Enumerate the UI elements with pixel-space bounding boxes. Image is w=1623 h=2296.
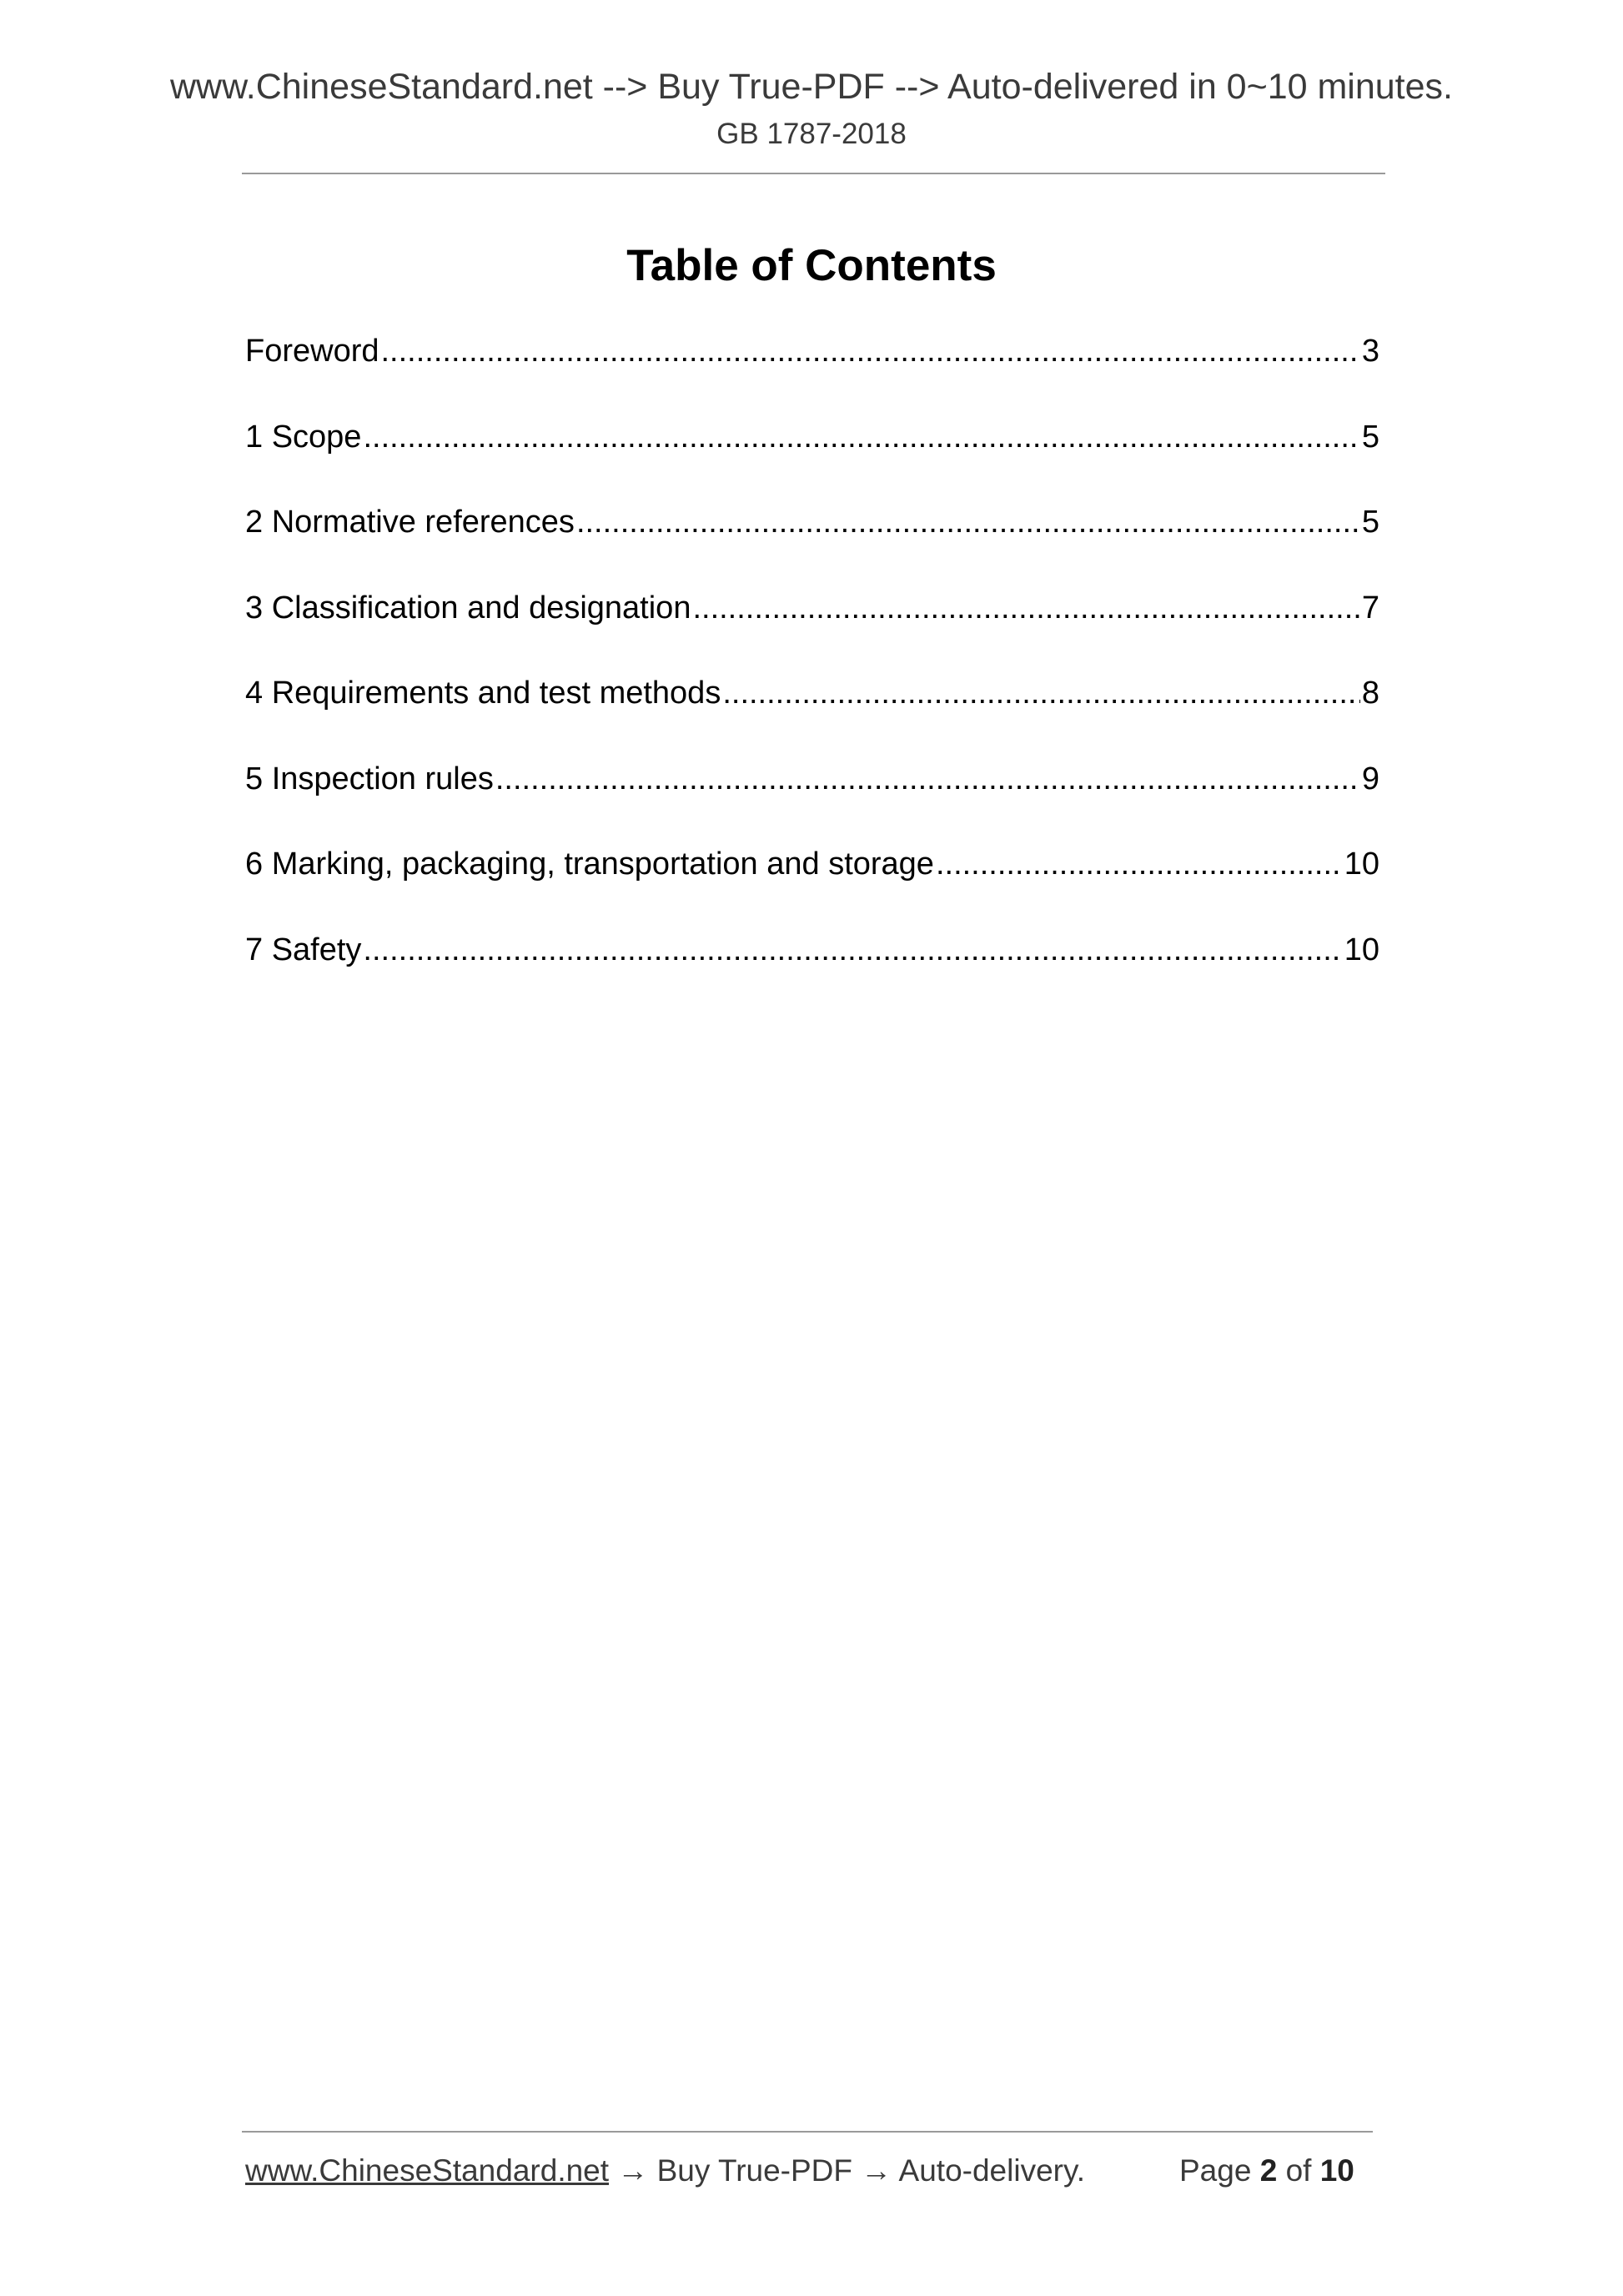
page-word: Page [1179, 2153, 1252, 2188]
page-title: Table of Contents [626, 241, 997, 290]
footer-divider [242, 2131, 1373, 2133]
toc-dot-leader [495, 757, 1360, 801]
toc-dot-leader [692, 586, 1359, 630]
toc-dot-leader [363, 415, 1359, 459]
toc-entry-page: 10 [1344, 847, 1379, 882]
toc-entry-inspection-rules[interactable] [245, 757, 1379, 843]
toc-entry-marking[interactable] [245, 842, 1379, 928]
toc-entry-normative-references[interactable] [245, 500, 1379, 586]
toc-entry-page: 8 [1361, 676, 1379, 711]
toc-entry-label: 6 Marking, packaging, transportation and storage [245, 847, 934, 882]
toc-entry-classification[interactable] [245, 586, 1379, 672]
toc-entry-label: 3 Classification and designation [245, 590, 691, 625]
toc-entry-page: 9 [1361, 761, 1379, 796]
arrow-right-icon: → [609, 2153, 657, 2188]
toc-entry-scope[interactable] [245, 415, 1379, 501]
toc-entry-label: 4 Requirements and test methods [245, 676, 721, 711]
header-banner-text: www.ChineseStandard.net --> Buy True-PDF --> Auto-delivered in 0~10 minutes. [169, 67, 1453, 107]
toc-list [245, 329, 1379, 1013]
toc-entry-page: 5 [1361, 505, 1379, 540]
toc-entry-label: 2 Normative references [245, 505, 575, 540]
footer-buy-text: Buy True-PDF [656, 2153, 853, 2188]
footer-delivery-text: Auto-delivery. [898, 2153, 1086, 2188]
page-total: 10 [1319, 2153, 1354, 2188]
toc-entry-label: 5 Inspection rules [245, 761, 494, 796]
footer-site-link[interactable]: www.ChineseStandard.net [245, 2153, 610, 2188]
toc-entry-safety[interactable] [245, 928, 1379, 1014]
toc-dot-leader [722, 671, 1360, 715]
toc-entry-requirements[interactable] [245, 671, 1379, 757]
toc-entry-foreword[interactable] [245, 329, 1379, 415]
toc-dot-leader [381, 329, 1360, 373]
of-word: of [1285, 2153, 1312, 2188]
toc-entry-label: 7 Safety [245, 932, 362, 967]
toc-entry-page: 10 [1344, 932, 1379, 967]
toc-entry-label: 1 Scope [245, 419, 362, 455]
toc-entry-page: 7 [1361, 590, 1379, 625]
toc-entry-page: 3 [1361, 334, 1379, 369]
toc-entry-page: 5 [1361, 419, 1379, 455]
header-divider [242, 173, 1385, 174]
toc-entry-label: Foreword [245, 334, 379, 369]
page-current: 2 [1259, 2153, 1278, 2188]
page-number [1179, 2150, 1354, 2192]
arrow-right-icon: → [852, 2153, 899, 2188]
toc-dot-leader [936, 842, 1343, 886]
footer-promo [245, 2150, 1085, 2192]
document-code: GB 1787-2018 [716, 118, 907, 150]
toc-dot-leader [576, 500, 1360, 544]
toc-dot-leader [363, 928, 1342, 972]
